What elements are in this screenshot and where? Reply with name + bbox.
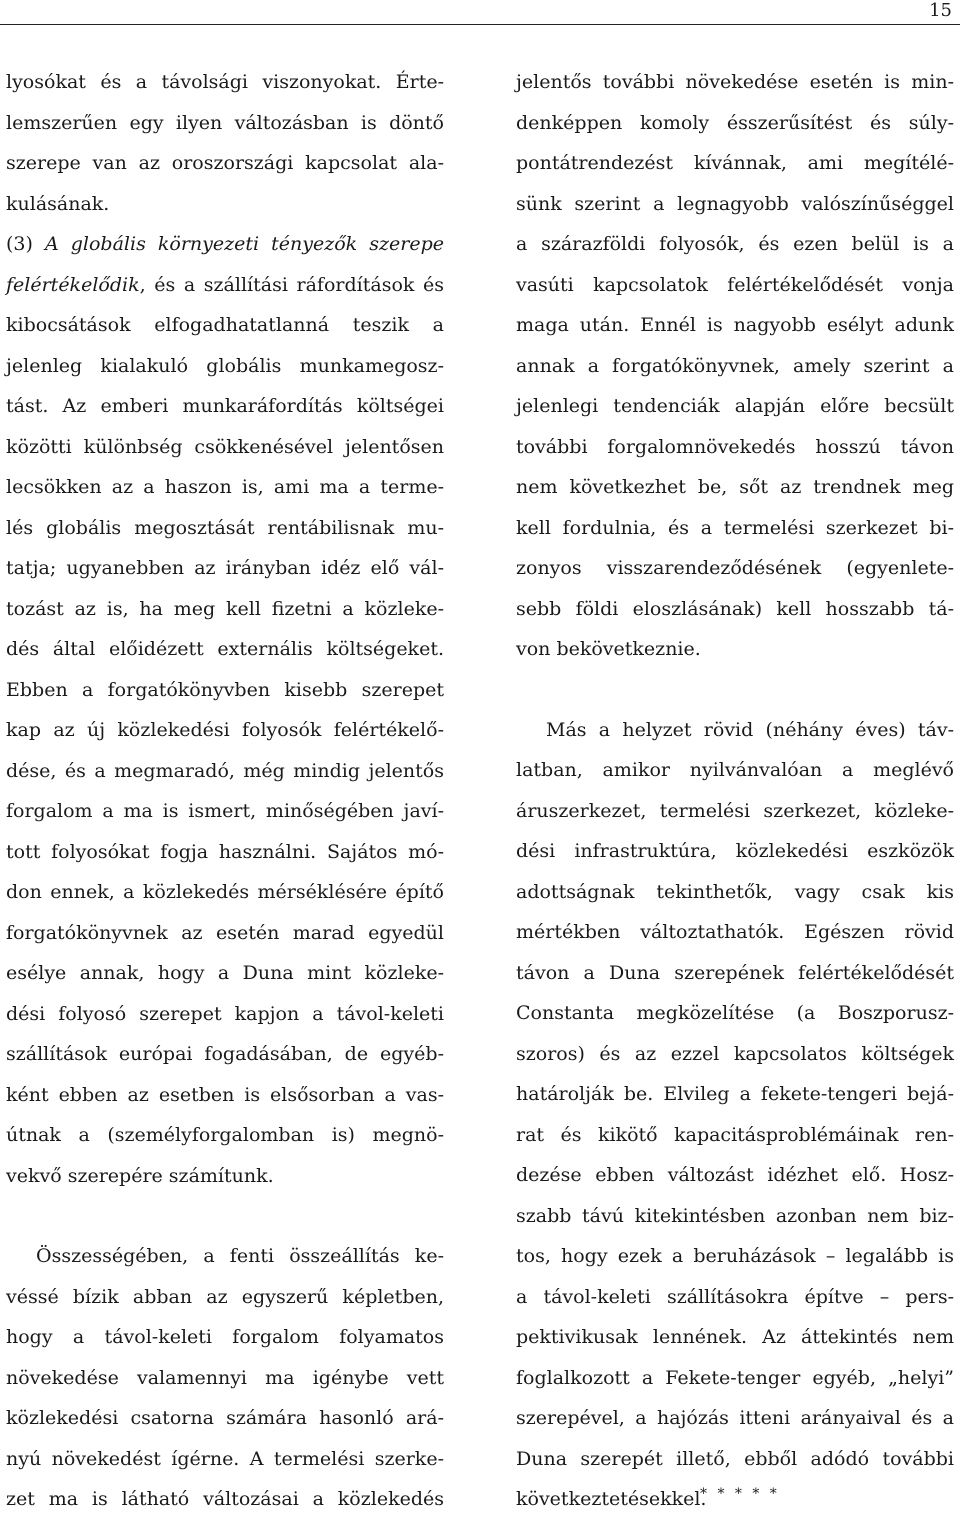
text-line: távon a Duna szerepének felértékelődését — [516, 961, 954, 984]
text-line: jelenleg kialakuló globális munkamegosz- — [6, 354, 444, 377]
text-line: dési infrastruktúra, közlekedési eszközök — [516, 840, 954, 862]
text-line: zonyos visszarendeződésének (egyenlete- — [516, 557, 954, 579]
text-line: kulásának. — [6, 192, 110, 215]
text-line: kell fordulnia, és a termelési szerkezet bi- — [516, 516, 954, 539]
text-line: Duna szerepét illető, ebből adódó további — [516, 1447, 954, 1470]
section-separator: * * * * * — [700, 1486, 780, 1502]
text-line: szoros) és az ezzel kapcsolatos költségek — [516, 1042, 954, 1065]
text-line: Más a helyzet rövid (néhány éves) táv- — [546, 718, 954, 741]
text-line: lemszerűen egy ilyen változásban is döntő — [6, 111, 444, 134]
text-line: denképpen komoly ésszerűsítést és súly- — [516, 111, 954, 134]
text-line: tos, hogy ezek a beruházások – legalább is — [516, 1245, 954, 1267]
text-line: véssé bízik abban az egyszerű képletben, — [6, 1285, 444, 1308]
text-line: rat és kikötő kapacitásproblémáinak ren- — [516, 1123, 954, 1146]
left-column — [6, 62, 444, 1520]
text-line: annak a forgatókönyvnek, amely szerint a — [516, 354, 954, 377]
text-line: áruszerkezet, termelési szerkezet, közleke- — [516, 799, 954, 822]
text-line: dezése ebben változást idézhet elő. Hosz- — [516, 1164, 954, 1186]
text-line: Ebben a forgatókönyvben kisebb szerepet — [6, 678, 444, 701]
text-line: növekedése valamennyi ma igénybe vett — [6, 1366, 444, 1389]
text-line — [6, 265, 444, 306]
text-line: esélye annak, hogy a Duna mint közleke- — [6, 962, 444, 984]
text-line: vasúti kapcsolatok felértékelődését vonja — [516, 273, 954, 296]
text-line: kibocsátások elfogadhatatlanná teszik a — [6, 314, 444, 336]
page-number: 15 — [929, 0, 952, 21]
text-line: nem következhet be, sőt az trendnek meg — [516, 476, 954, 498]
text-line: Összességében, a fenti összeállítás ke- — [36, 1245, 444, 1267]
text-line: a távol-keleti szállításokra építve – pers- — [516, 1285, 954, 1308]
text-line: közötti különbség csökkenésével jelentősen — [6, 435, 444, 458]
text-line: tatja; ugyanebben az irányban idéz elő vál- — [6, 557, 444, 579]
text-line: szállítások európai fogadásában, de egyéb- — [6, 1043, 444, 1065]
text-line: következtetésekkel. — [516, 1488, 707, 1510]
text-line — [6, 224, 444, 265]
text-line: forgalom a ma is ismert, minőségében javí- — [6, 800, 444, 822]
text-line: jelentős további növekedése esetén is min- — [516, 71, 954, 93]
text-line: vekvő szerepére számítunk. — [6, 1164, 274, 1187]
text-line: pektivikusak lennének. Az áttekintés nem — [516, 1326, 954, 1348]
text-line: útnak a (személyforgalomban is) megnö- — [6, 1124, 444, 1146]
text-line: mértékben változtathatók. Egészen rövid — [516, 921, 954, 943]
text-line: szerepével, a hajózás itteni arányaival és a — [516, 1407, 954, 1429]
text-line: lecsökken az a haszon is, ami ma a terme- — [6, 476, 444, 498]
text-line: maga után. Ennél is nagyobb esélyt adunk — [516, 314, 954, 336]
line-prefix: (3) — [6, 233, 45, 255]
text-line: von bekövetkeznie. — [516, 638, 701, 660]
text-line: kap az új közlekedési folyosók felértékelő- — [6, 719, 444, 741]
text-line: pontátrendezést kívánnak, ami megítélé- — [516, 152, 954, 174]
text-line: lés globális megosztását rentábilisnak mu- — [6, 516, 444, 539]
text-line: tott folyosókat fogja használni. Sajátos mó- — [6, 840, 444, 863]
paragraph-gap — [516, 670, 954, 710]
text-line: szerepe van az oroszországi kapcsolat ala- — [6, 152, 444, 174]
text-line: szabb távú kitekintésben azonban nem biz- — [516, 1204, 954, 1227]
text-line: Constanta megközelítése (a Boszporusz- — [516, 1002, 954, 1024]
right-column — [516, 62, 954, 1520]
text-line: dése, és a megmaradó, még mindig jelentős — [6, 759, 444, 782]
text-line: forgatókönyvnek az esetén marad egyedül — [6, 921, 444, 944]
text-line: zet ma is látható változásai a közlekedés — [6, 1488, 444, 1510]
line-suffix: , és a szállítási ráfordítások és — [139, 273, 444, 296]
text-line: közlekedési csatorna számára hasonló ará- — [6, 1407, 444, 1429]
text-line: a szárazföldi folyosók, és ezen belül is a — [516, 233, 954, 255]
text-line: foglalkozott a Fekete-tenger egyéb, „helyi” — [516, 1366, 954, 1389]
text-line: dés által előidézett externális költségeket. — [6, 638, 444, 660]
italic-heading-text: A globális környezeti tényezők szerepe — [44, 233, 444, 255]
paragraph-gap — [6, 1196, 444, 1236]
text-line: tást. Az emberi munkaráfordítás költségei — [6, 395, 444, 417]
text-line: sebb földi eloszlásának) kell hosszabb tá- — [516, 597, 954, 620]
text-line: ként ebben az esetben is elsősorban a vas- — [6, 1083, 444, 1106]
italic-heading-text: felértékelődik — [6, 273, 140, 296]
text-line: hogy a távol-keleti forgalom folyamatos — [6, 1326, 444, 1348]
text-line: dési folyosó szerepet kapjon a távol-keleti — [6, 1002, 444, 1025]
text-line: sünk szerint a legnagyobb valószínűséggel — [516, 192, 954, 215]
text-line: don ennek, a közlekedés mérséklésére építő — [6, 881, 444, 903]
text-line: lyosókat és a távolsági viszonyokat. Érte- — [6, 71, 444, 93]
text-line: latban, amikor nyilvánvalóan a meglévő — [516, 759, 954, 781]
text-line: nyú növekedést ígérne. A termelési szerke- — [6, 1447, 444, 1470]
text-line: tozást az is, ha meg kell fizetni a közleke- — [6, 597, 444, 620]
text-line: határolják be. Elvileg a fekete-tengeri bejá- — [516, 1083, 954, 1105]
text-line: adottságnak tekinthetők, vagy csak kis — [516, 880, 954, 903]
text-line: további forgalomnövekedés hosszú távon — [516, 435, 954, 458]
text-line: jelenlegi tendenciák alapján előre becsült — [516, 395, 954, 417]
header-rule — [0, 24, 960, 25]
